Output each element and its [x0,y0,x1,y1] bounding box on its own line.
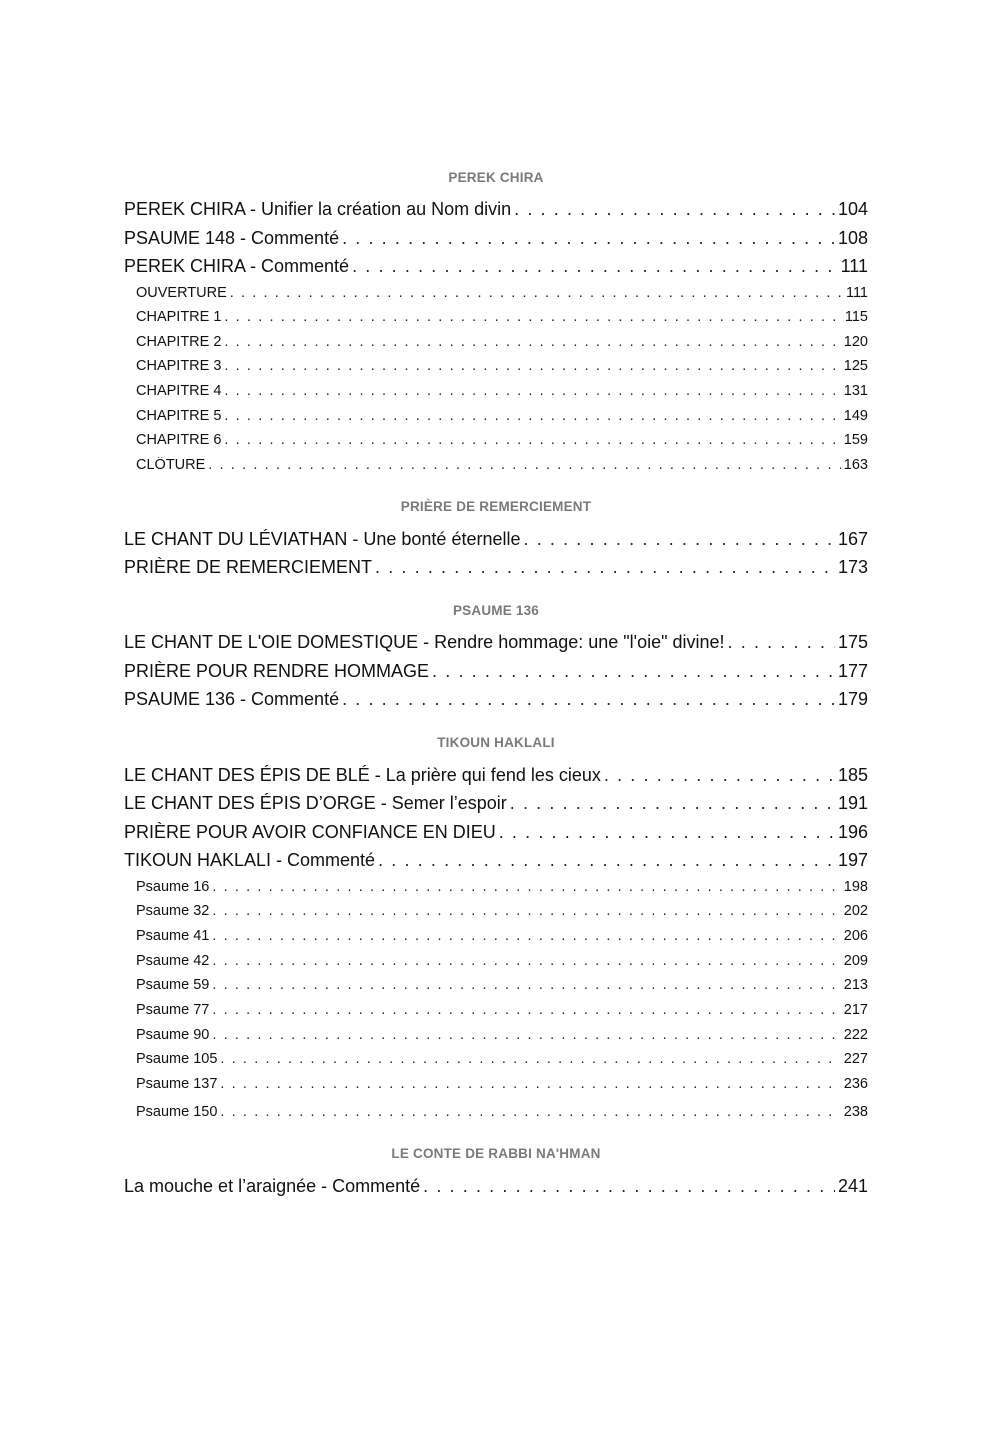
toc-subentry[interactable] [136,1076,868,1092]
entry-page: 241 [837,1176,868,1196]
toc-entry[interactable] [124,822,868,843]
dot-leader [224,358,840,374]
dot-leader [208,457,841,473]
dot-leader [423,1176,835,1197]
entry-label: Psaume 42 [136,953,210,969]
toc-entry[interactable] [124,256,868,277]
entry-page: 202 [843,903,868,919]
entry-page: 131 [843,383,868,399]
dot-leader [432,661,835,682]
dot-leader [510,793,835,814]
dot-leader [224,408,840,424]
entry-page: 111 [845,285,868,301]
section-title: PEREK CHIRA [448,170,544,185]
entry-page: 104 [837,199,868,219]
dot-leader [212,1027,840,1043]
dot-leader [514,199,835,220]
toc-entry[interactable] [124,689,868,710]
toc-subentry[interactable] [136,1051,868,1067]
entry-label: CHAPITRE 2 [136,334,222,350]
entry-label: CLÔTURE [136,457,206,473]
entry-page: 167 [837,529,868,549]
entry-label: Psaume 90 [136,1027,210,1043]
toc-subentry[interactable] [136,953,868,969]
dot-leader [604,765,835,786]
entry-label: Psaume 137 [136,1076,218,1092]
entry-label: CHAPITRE 3 [136,358,222,374]
dot-leader [224,432,840,448]
section-title: TIKOUN HAKLALI [437,735,555,750]
entry-page: 236 [843,1076,868,1092]
dot-leader [224,334,840,350]
dot-leader [375,557,835,578]
entry-page: 191 [837,793,868,813]
entry-label: PRIÈRE DE REMERCIEMENT [124,557,373,577]
entry-page: 206 [843,928,868,944]
toc-subentry[interactable] [136,408,868,424]
toc-subentry[interactable] [136,383,868,399]
section-title: PRIÈRE DE REMERCIEMENT [400,499,592,514]
dot-leader [212,953,840,969]
entry-page: 222 [843,1027,868,1043]
entry-page: 185 [837,765,868,785]
entry-label: La mouche et l’araignée - Commenté [124,1176,421,1196]
toc-subentry[interactable] [136,903,868,919]
entry-page: 198 [843,879,868,895]
entry-page: 238 [843,1104,868,1120]
entry-page: 209 [843,953,868,969]
entry-label: CHAPITRE 1 [136,309,222,325]
entry-page: 173 [837,557,868,577]
entry-label: OUVERTURE [136,285,227,301]
toc-subentry[interactable] [136,1027,868,1043]
dot-leader [220,1104,840,1120]
toc-subentry[interactable] [136,879,868,895]
entry-label: Psaume 41 [136,928,210,944]
dot-leader [230,285,843,301]
dot-leader [499,822,835,843]
entry-label: CHAPITRE 5 [136,408,222,424]
entry-label: LE CHANT DES ÉPIS DE BLÉ - La prière qui fend les cieux [124,765,601,785]
entry-label: LE CHANT DE L'OIE DOMESTIQUE - Rendre hommage: une "l'oie" divine! [124,632,725,652]
dot-leader [342,689,835,710]
entry-page: 111 [840,256,868,276]
entry-label: LE CHANT DU LÉVIATHAN - Une bonté éternelle [124,529,521,549]
entry-label: PRIÈRE POUR RENDRE HOMMAGE [124,661,430,681]
dot-leader [212,977,840,993]
entry-page: 197 [837,850,868,870]
entry-page: 213 [843,977,868,993]
dot-leader [224,383,840,399]
entry-page: 108 [837,228,868,248]
toc-subentry[interactable] [136,334,868,350]
entry-label: PEREK CHIRA - Commenté [124,256,350,276]
toc-entry[interactable] [124,850,868,871]
entry-label: CHAPITRE 6 [136,432,222,448]
dot-leader [224,309,841,325]
dot-leader [212,903,840,919]
entry-label: PRIÈRE POUR AVOIR CONFIANCE EN DIEU [124,822,496,842]
entry-page: 125 [843,358,868,374]
toc-subentry[interactable] [136,928,868,944]
entry-page: 196 [837,822,868,842]
toc-subentry[interactable] [136,1002,868,1018]
dot-leader [212,879,840,895]
toc-subentry[interactable] [136,309,868,325]
toc-subentry[interactable] [136,457,868,473]
dot-leader [378,850,835,871]
dot-leader [212,1002,840,1018]
entry-label: LE CHANT DES ÉPIS D’ORGE - Semer l’espoir [124,793,507,813]
toc-entry[interactable] [124,1176,868,1197]
entry-label: Psaume 150 [136,1104,218,1120]
entry-page: 163 [843,457,868,473]
entry-label: PEREK CHIRA - Unifier la création au Nom divin [124,199,512,219]
entry-page: 175 [837,632,868,652]
toc-subentry[interactable] [136,285,868,301]
toc-subentry[interactable] [136,977,868,993]
toc-entry[interactable] [124,661,868,682]
toc-entry[interactable] [124,765,868,786]
entry-label: Psaume 77 [136,1002,210,1018]
section-title: PSAUME 136 [452,603,540,618]
entry-label: CHAPITRE 4 [136,383,222,399]
entry-label: PSAUME 148 - Commenté [124,228,340,248]
entry-label: PSAUME 136 - Commenté [124,689,340,709]
toc-entry[interactable] [124,793,868,814]
entry-page: 227 [843,1051,868,1067]
dot-leader [524,529,835,550]
toc-entry[interactable] [124,228,868,249]
dot-leader [728,632,835,653]
dot-leader [220,1076,840,1092]
section-title: LE CONTE DE RABBI NA'HMAN [391,1146,601,1161]
entry-label: TIKOUN HAKLALI - Commenté [124,850,376,870]
dot-leader [342,228,835,249]
entry-page: 217 [843,1002,868,1018]
toc-subentry[interactable] [136,358,868,374]
dot-leader [352,256,838,277]
entry-label: Psaume 16 [136,879,210,895]
entry-page: 159 [843,432,868,448]
entry-label: Psaume 105 [136,1051,218,1067]
toc-entry[interactable] [124,529,868,550]
entry-page: 120 [843,334,868,350]
entry-page: 149 [843,408,868,424]
entry-page: 179 [837,689,868,709]
entry-label: Psaume 32 [136,903,210,919]
entry-label: Psaume 59 [136,977,210,993]
toc-subentry[interactable] [136,432,868,448]
entry-page: 177 [837,661,868,681]
dot-leader [220,1051,840,1067]
entry-page: 115 [844,309,868,325]
dot-leader [212,928,840,944]
toc-entry[interactable] [124,199,868,220]
toc-entry[interactable] [124,632,868,653]
toc-entry[interactable] [124,557,868,578]
toc-subentry[interactable] [136,1104,868,1120]
